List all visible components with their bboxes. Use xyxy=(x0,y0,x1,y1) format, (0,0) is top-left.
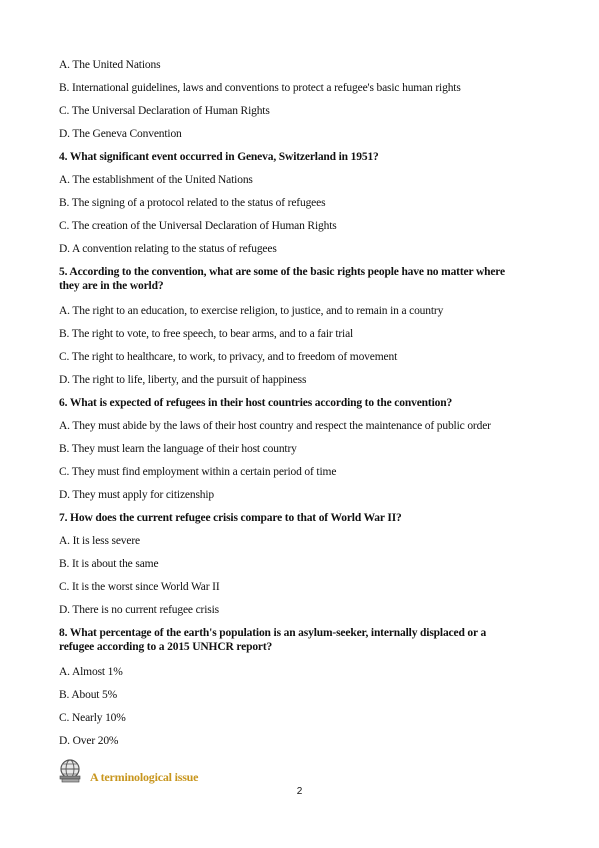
page-number: 2 xyxy=(296,786,303,797)
q7-option-b: B. It is about the same xyxy=(59,558,159,570)
books-globe-icon xyxy=(57,757,83,783)
question-6: 6. What is expected of refugees in their host countries according to the convention? xyxy=(59,397,453,409)
q6-option-a: A. They must abide by the laws of their host country and respect the maintenance of public order xyxy=(59,420,491,432)
q4-option-d: D. A convention relating to the status of refugees xyxy=(59,243,277,255)
q8-option-b: B. About 5% xyxy=(59,689,118,701)
question-8-line-2: refugee according to a 2015 UNHCR report? xyxy=(59,641,273,653)
q3-option-b: B. International guidelines, laws and conventions to protect a refugee's basic human rights xyxy=(59,82,461,94)
q4-option-a: A. The establishment of the United Nations xyxy=(59,174,253,186)
question-5-line-2: they are in the world? xyxy=(59,280,164,292)
q3-option-d: D. The Geneva Convention xyxy=(59,128,182,140)
q7-option-c: C. It is the worst since World War II xyxy=(59,581,220,593)
q3-option-c: C. The Universal Declaration of Human Rights xyxy=(59,105,270,117)
q5-option-b: B. The right to vote, to free speech, to bear arms, and to a fair trial xyxy=(59,328,354,340)
q5-option-c: C. The right to healthcare, to work, to privacy, and to freedom of movement xyxy=(59,351,398,363)
q6-option-b: B. They must learn the language of their host country xyxy=(59,443,297,455)
q5-option-d: D. The right to life, liberty, and the pursuit of happiness xyxy=(59,374,307,386)
q6-option-d: D. They must apply for citizenship xyxy=(59,489,215,501)
q7-option-a: A. It is less severe xyxy=(59,535,140,547)
q4-option-b: B. The signing of a protocol related to the status of refugees xyxy=(59,197,326,209)
q8-option-a: A. Almost 1% xyxy=(59,666,123,678)
question-8-line-1: 8. What percentage of the earth's population is an asylum-seeker, internally displaced or a xyxy=(59,627,487,639)
q3-option-a: A. The United Nations xyxy=(59,59,161,71)
q8-option-d: D. Over 20% xyxy=(59,735,119,747)
q7-option-d: D. There is no current refugee crisis xyxy=(59,604,219,616)
question-7: 7. How does the current refugee crisis compare to that of World War II? xyxy=(59,512,402,524)
q4-option-c: C. The creation of the Universal Declaration of Human Rights xyxy=(59,220,337,232)
q5-option-a: A. The right to an education, to exercise religion, to justice, and to remain in a country xyxy=(59,305,444,317)
q8-option-c: C. Nearly 10% xyxy=(59,712,126,724)
q6-option-c: C. They must find employment within a certain period of time xyxy=(59,466,337,478)
section-title: A terminological issue xyxy=(90,770,199,784)
question-4: 4. What significant event occurred in Geneva, Switzerland in 1951? xyxy=(59,151,379,163)
question-5-line-1: 5. According to the convention, what are some of the basic rights people have no matter where xyxy=(59,266,506,278)
